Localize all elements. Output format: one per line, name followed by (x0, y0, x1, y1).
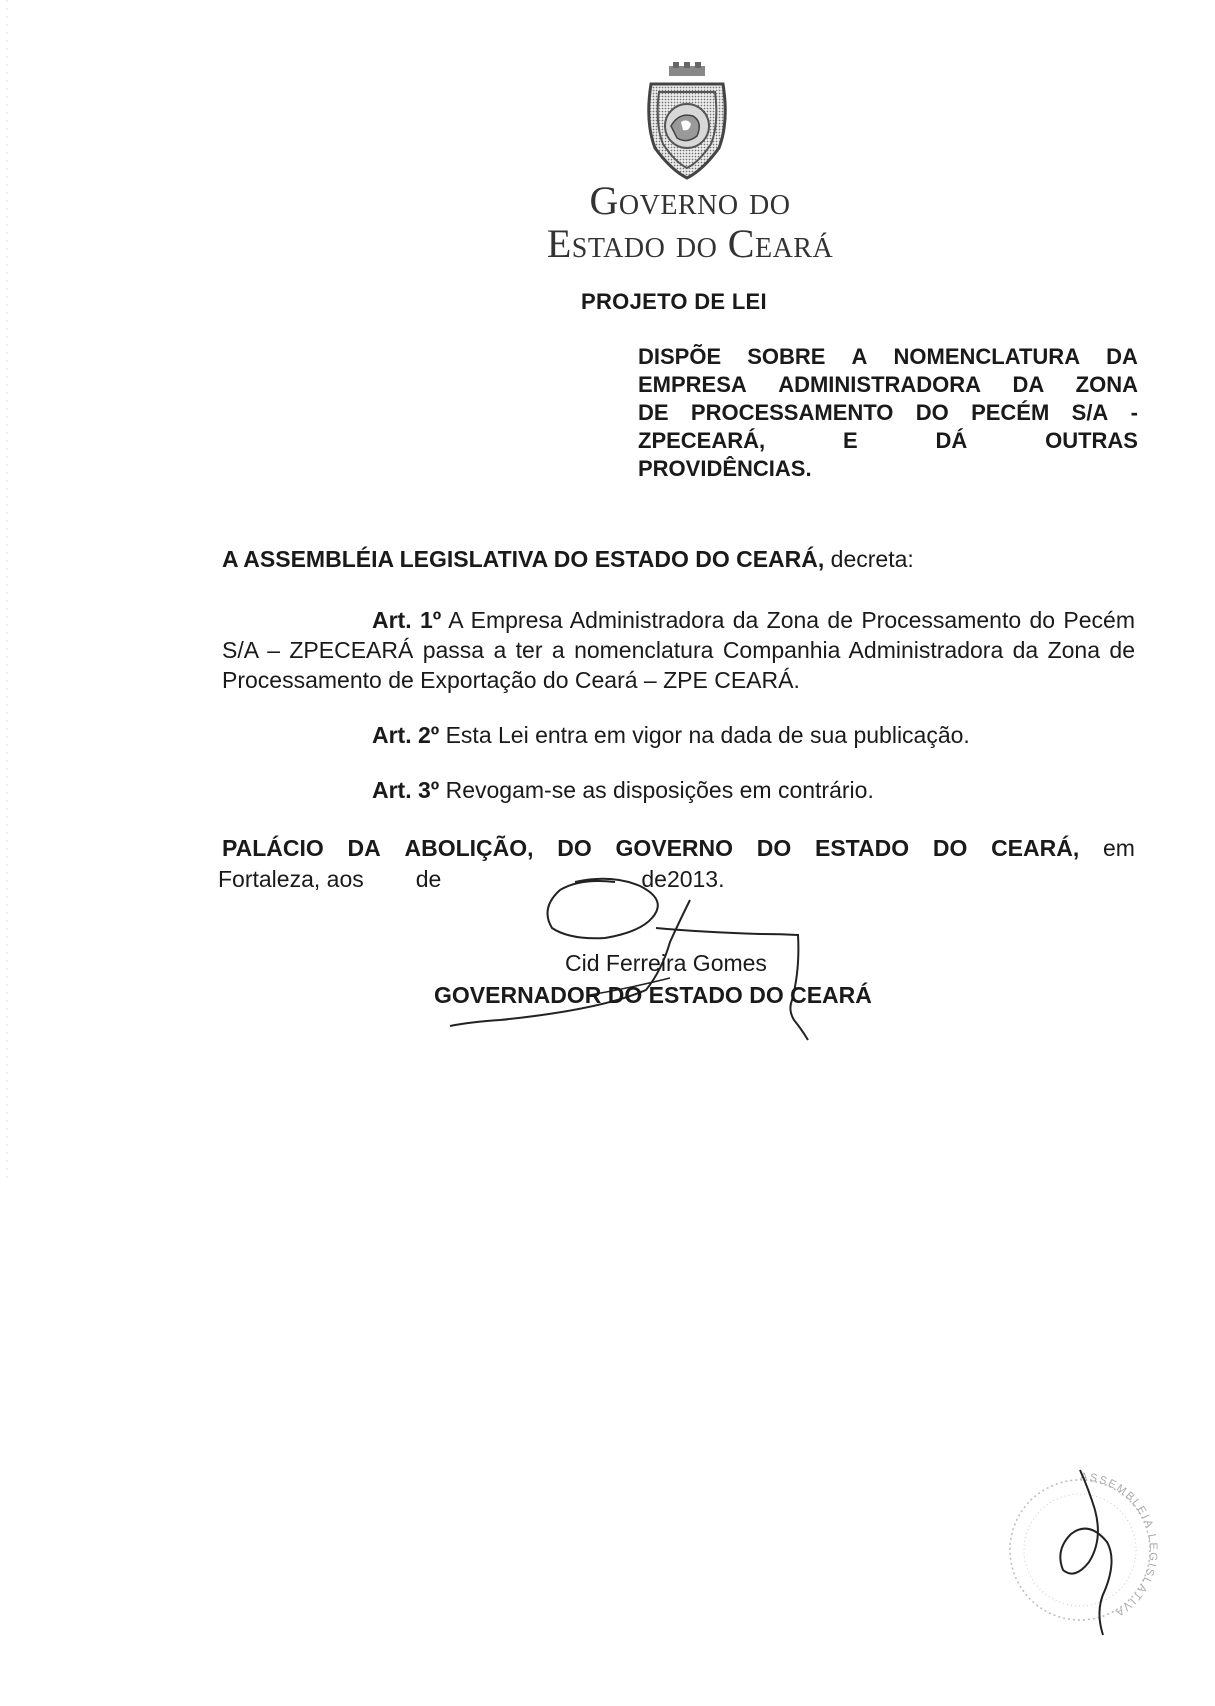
closing-place-line (222, 833, 1135, 863)
stamp-ring-text: ASSEMBLEIA LEGISLATIVA (1079, 1470, 1160, 1620)
bill-summary-word: DISPÕE (638, 344, 722, 369)
letterhead-line-1: Governo do (589, 178, 791, 223)
document-type-title: PROJETO DE LEI (581, 289, 767, 314)
article-3 (372, 775, 874, 805)
signer-name: Cid Ferreira Gomes (565, 950, 767, 976)
closing-word: PALÁCIO (222, 835, 324, 861)
bill-summary-word: PROVIDÊNCIAS. (638, 456, 812, 481)
closing-word: ESTADO (814, 835, 910, 861)
bill-summary-word: DO (915, 400, 949, 425)
bill-summary-word: DE (638, 400, 669, 425)
article-2-label: Art. 2º (372, 722, 440, 748)
bill-summary-line (638, 399, 1138, 427)
bill-summary-word: OUTRAS (1045, 428, 1138, 453)
bill-summary-word: ADMINISTRADORA (778, 372, 982, 397)
bill-summary-word: E (842, 428, 858, 453)
closing-year: 2013. (666, 866, 725, 892)
article-3-text: Revogam-se as disposições em contrário. (439, 777, 874, 803)
bill-summary-word: A (851, 344, 868, 369)
bill-summary-line (638, 343, 1138, 371)
closing-city: Fortaleza, aos (218, 866, 364, 892)
bill-summary-line (638, 455, 1138, 483)
signer-title: GOVERNADOR DO ESTADO DO CEARÁ (434, 982, 872, 1008)
article-2-text: Esta Lei entra em vigor na dada de sua publicação. (439, 722, 970, 748)
closing-de-1: de (415, 866, 442, 892)
government-letterhead (520, 180, 860, 266)
article-3-label: Art. 3º (372, 777, 440, 803)
article-1-label: Art. 1º (372, 607, 442, 633)
article-1 (222, 605, 1135, 695)
closing-word: DO (557, 835, 592, 861)
decree-authority: A ASSEMBLÉIA LEGISLATIVA DO ESTADO DO CEARÁ, (222, 546, 825, 572)
bill-summary-word: ZPECEARÁ, (638, 428, 766, 453)
bill-summary-word: PROCESSAMENTO (690, 400, 894, 425)
closing-word: em (1102, 835, 1135, 861)
bill-summary (638, 343, 1138, 483)
bill-summary-line (638, 371, 1138, 399)
decree-verb: decreta: (824, 546, 914, 572)
decree-statement (222, 546, 914, 573)
bill-summary-word: SOBRE (747, 344, 826, 369)
closing-word: DO (756, 835, 792, 861)
closing-word: GOVERNO (615, 835, 734, 861)
closing-word: DA (347, 835, 381, 861)
bill-summary-word: ZONA (1075, 372, 1138, 397)
closing-word: CEARÁ, (991, 835, 1080, 861)
bill-summary-line (638, 427, 1138, 455)
bill-summary-word: NOMENCLATURA (893, 344, 1081, 369)
closing-word: ABOLIÇÃO, (404, 835, 534, 861)
bill-summary-word: - (1130, 400, 1138, 425)
bill-summary-word: S/A (1071, 400, 1109, 425)
bill-summary-word: EMPRESA (638, 372, 747, 397)
scan-margin-dots (6, 0, 8, 1180)
bill-summary-word: DA (1012, 372, 1045, 397)
state-coat-of-arms-seal (637, 62, 737, 182)
closing-word: DO (932, 835, 968, 861)
svg-text:ASSEMBLEIA LEGISLATIVA (1080, 1471, 1159, 1619)
bill-summary-word: DA (1106, 344, 1138, 369)
article-1-text: A Empresa Administradora da Zona de Processamento do Pecém S/A – ZPECEARÁ passa a ter a nomenclatura Companhia Administradora da Zona de Processamento de Exportação do Ceará – ZPE CEARÁ. (222, 607, 1135, 693)
letterhead-line-2: Estado do Ceará (546, 221, 834, 266)
bill-summary-word: PECÉM (971, 400, 1050, 425)
article-2 (372, 720, 970, 750)
official-stamp-with-initials (985, 1450, 1175, 1650)
closing-de-2: de (641, 866, 667, 892)
bill-summary-word: DÁ (935, 428, 968, 453)
